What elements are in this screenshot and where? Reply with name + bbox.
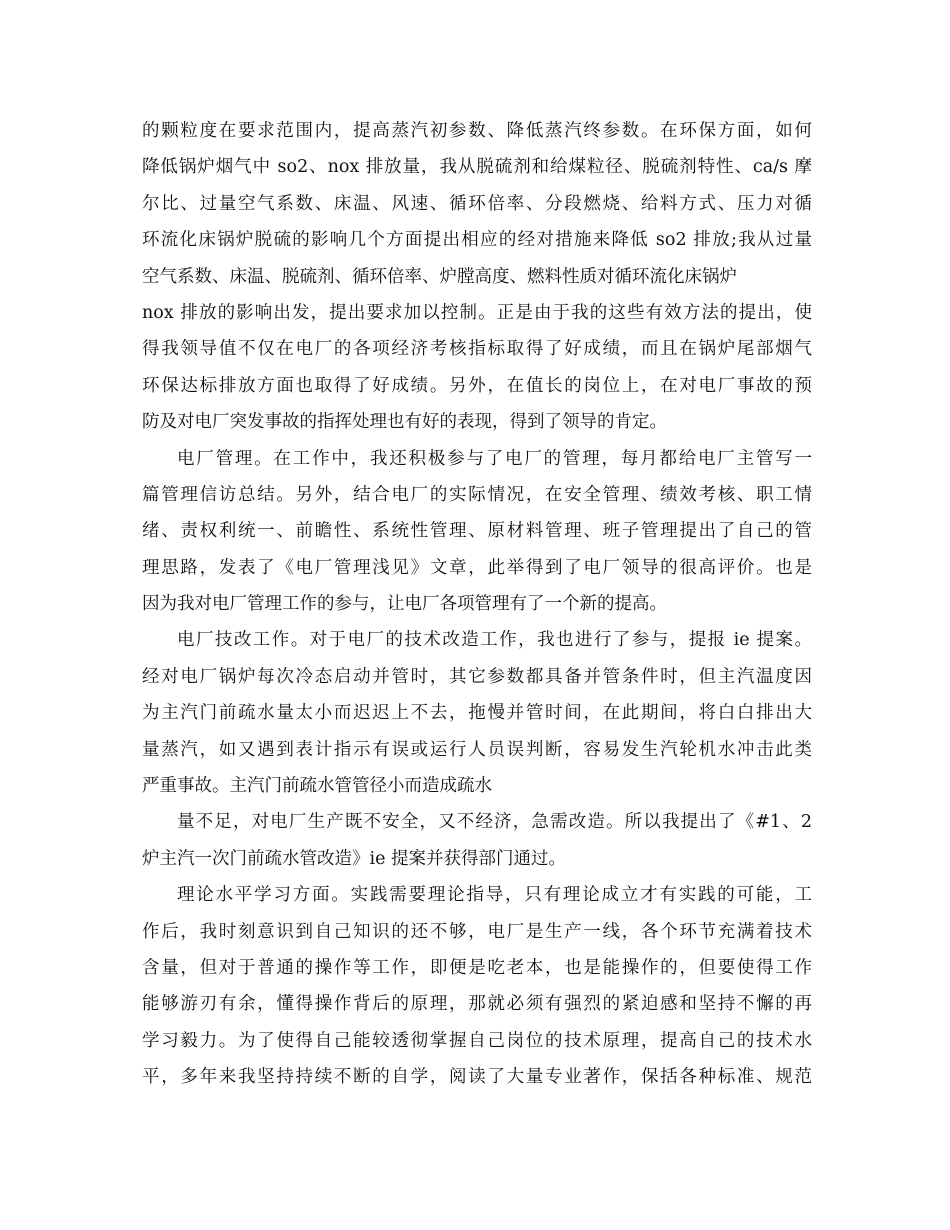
text-line: 空气系数、床温、脱硫剂、循环倍率、炉膛高度、燃料性质对循环流化床锅炉 (142, 266, 737, 287)
text-line: 防及对电厂突发事故的指挥处理也有好的表现，得到了领导的肯定。 (142, 412, 667, 433)
text-line: 严重事故。主汽门前疏水管管径小而造成疏水 (142, 776, 492, 797)
text-line: 理思路，发表了《电厂管理浅见》文章，此举得到了电厂领导的很高评价。也是 (142, 557, 812, 578)
text-line: 电厂技改工作。对于电厂的技术改造工作，我也进行了参与，提报 ie 提案。 (177, 630, 812, 651)
text-line: 环流化床锅炉脱硫的影响几个方面提出相应的经对措施来降低 so2 排放;我从过量 (142, 230, 812, 251)
text-line: 的颗粒度在要求范围内，提高蒸汽初参数、降低蒸汽终参数。在环保方面，如何 (142, 121, 812, 141)
text-line: nox 排放的影响出发，提出要求加以控制。正是由于我的这些有效方法的提出，使 (142, 302, 812, 323)
text-line: 为主汽门前疏水量太小而迟迟上不去，拖慢并管时间，在此期间，将白白排出大 (142, 703, 812, 724)
text-line: 理论水平学习方面。实践需要理论指导，只有理论成立才有实践的可能，工 (177, 885, 812, 906)
text-line: 平，多年来我坚持持续不断的自学，阅读了大量专业著作，保括各种标准、规范 (142, 1067, 812, 1088)
text-line: 电厂管理。在工作中，我还积极参与了电厂的管理，每月都给电厂主管写一 (177, 448, 812, 469)
text-line: 因为我对电厂管理工作的参与，让电厂各项管理有了一个新的提高。 (142, 594, 667, 615)
text-line: 降低锅炉烟气中 so2、nox 排放量，我从脱硫剂和给煤粒径、脱硫剂特性、ca/s 摩 (142, 157, 812, 178)
text-line: 作后，我时刻意识到自己知识的还不够，电厂是生产一线，各个环节充满着技术 (142, 921, 812, 942)
text-line: 学习毅力。为了使得自己能较透彻掌握自己岗位的技术原理，提高自己的技术水 (142, 1030, 812, 1051)
text-line: 经对电厂锅炉每次冷态启动并管时，其它参数都具备并管条件时，但主汽温度因 (142, 666, 812, 687)
text-line: 能够游刃有余，懂得操作背后的原理，那就必须有强烈的紧迫感和坚持不懈的再 (142, 994, 812, 1015)
text-line: 环保达标排放方面也取得了好成绩。另外，在值长的岗位上，在对电厂事故的预 (142, 375, 812, 396)
text-line: 得我领导值不仅在电厂的各项经济考核指标取得了好成绩，而且在锅炉尾部烟气 (142, 339, 812, 360)
text-line: 含量，但对于普通的操作等工作，即便是吃老本，也是能操作的，但要使得工作 (142, 957, 812, 978)
text-line: 量蒸汽，如又遇到表计指示有误或运行人员误判断，容易发生汽轮机水冲击此类 (142, 739, 812, 760)
text-line: 绪、责权利统一、前瞻性、系统性管理、原材料管理、班子管理提出了自己的管 (142, 521, 812, 542)
text-line: 量不足，对电厂生产既不安全，又不经济，急需改造。所以我提出了《#1、2 (177, 812, 812, 833)
text-line: 篇管理信访总结。另外，结合电厂的实际情况，在安全管理、绩效考核、职工情 (142, 484, 812, 505)
document-body (142, 113, 812, 1096)
text-line: 炉主汽一次门前疏水管改造》ie 提案并获得部门通过。 (142, 848, 567, 869)
text-line: 尔比、过量空气系数、床温、风速、循环倍率、分段燃烧、给料方式、压力对循 (142, 193, 812, 214)
